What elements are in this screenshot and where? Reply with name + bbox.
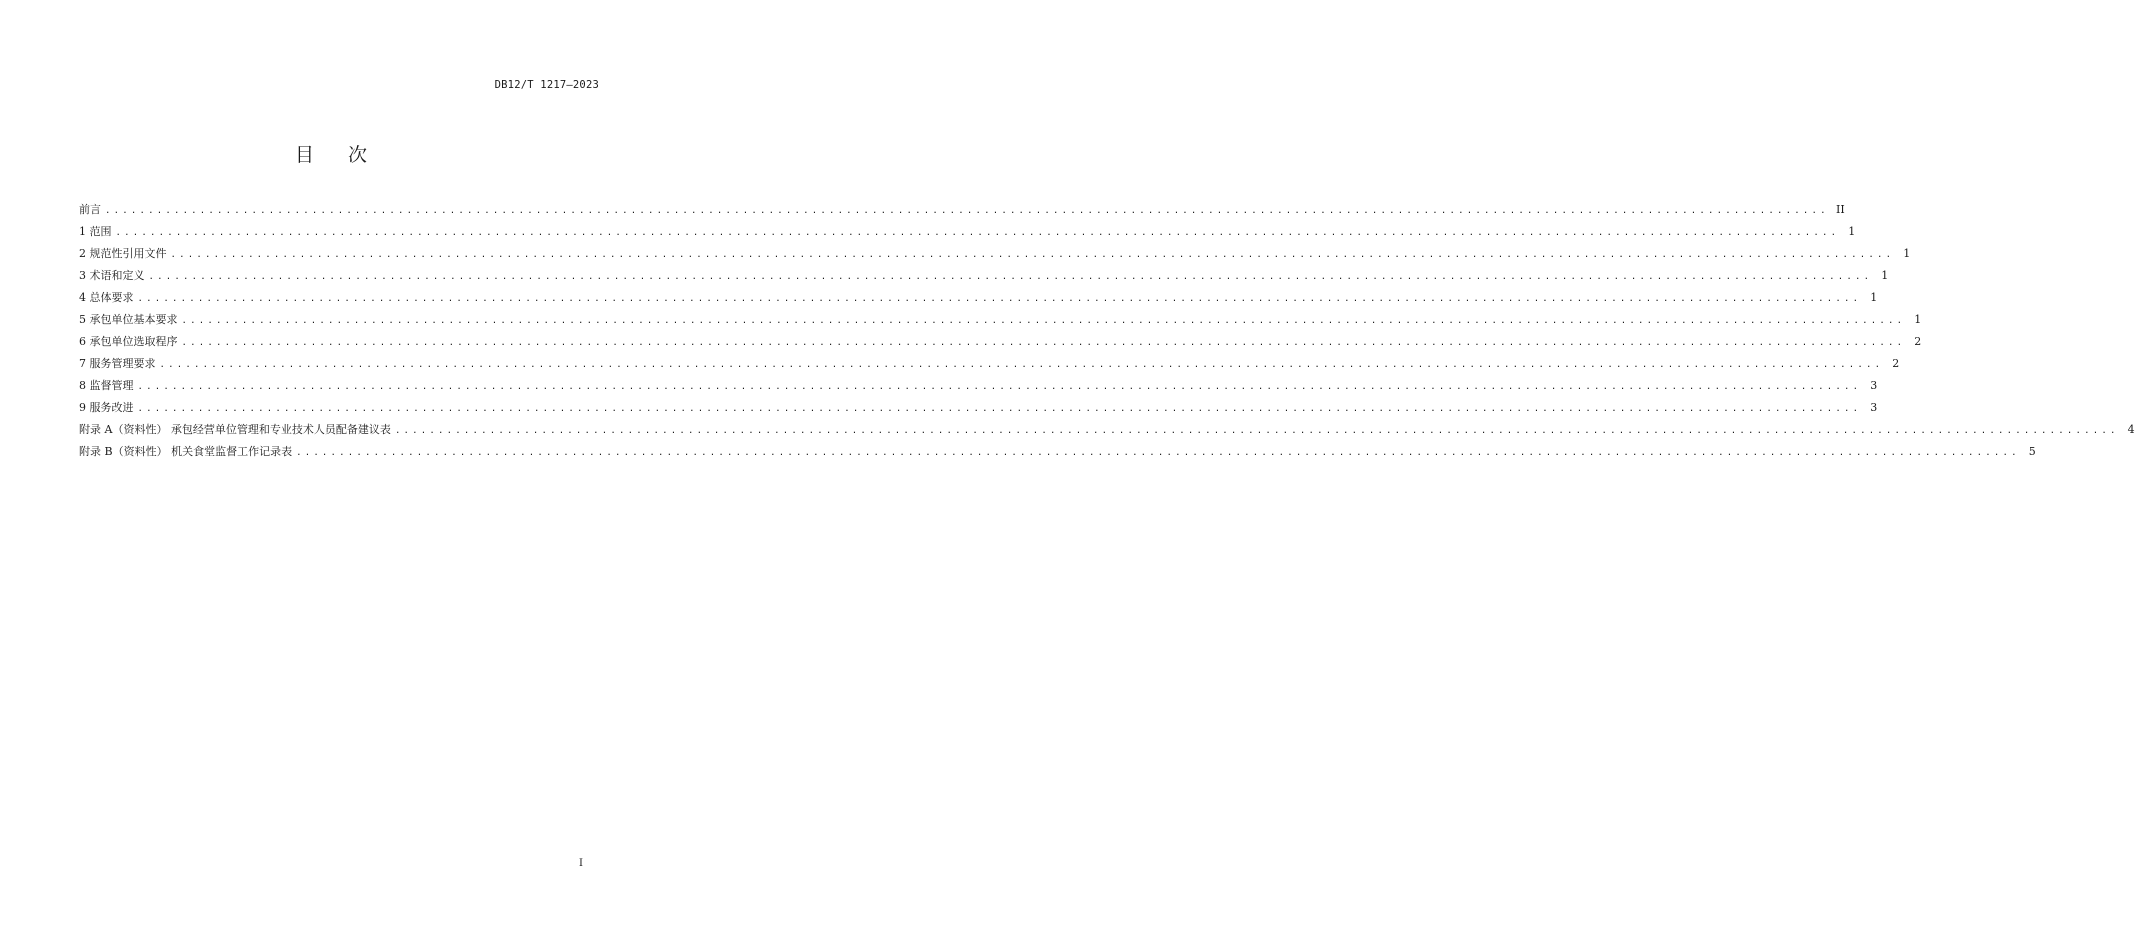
toc-entry-page: II [1836, 203, 1845, 216]
toc-entry-label: 附录 A（资料性） 承包经营单位管理和专业技术人员配备建议表 [79, 423, 391, 436]
toc-entry-page: 1 [1914, 313, 1922, 326]
page-number: I [579, 858, 583, 869]
toc-dot-leader: ........................................................................................................................................................................................................ [394, 426, 2119, 436]
toc-dot-leader: ........................................................................................................................................................................................................ [181, 316, 1906, 326]
toc-entry-label: 1 范围 [79, 225, 112, 238]
toc-entry-label: 附录 B（资料性） 机关食堂监督工作记录表 [79, 445, 293, 458]
table-of-contents [79, 199, 2135, 463]
toc-entry-page: 3 [1870, 401, 1878, 414]
toc-entry-page: 2 [1892, 357, 1900, 370]
document-code: DB12/T 1217—2023 [494, 79, 599, 91]
toc-entry[interactable] [79, 419, 2135, 441]
toc-entry[interactable] [79, 199, 1845, 221]
toc-entry-page: 4 [2127, 423, 2135, 436]
toc-entry[interactable] [79, 309, 1922, 331]
page-title: 目次 [294, 144, 401, 166]
toc-dot-leader: ........................................................................................................................................................................................................ [105, 206, 1829, 216]
toc-dot-leader: ........................................................................................................................................................................................................ [137, 404, 1862, 414]
toc-entry[interactable] [79, 353, 1900, 375]
toc-dot-leader: ........................................................................................................................................................................................................ [137, 294, 1862, 304]
toc-entry-label: 9 服务改进 [79, 401, 134, 414]
toc-entry-page: 1 [1903, 247, 1911, 260]
toc-entry-label: 7 服务管理要求 [79, 357, 156, 370]
toc-dot-leader: ........................................................................................................................................................................................................ [296, 448, 2020, 458]
toc-entry-label: 5 承包单位基本要求 [79, 313, 178, 326]
toc-entry[interactable] [79, 397, 1878, 419]
toc-entry[interactable] [79, 265, 1889, 287]
toc-entry-page: 3 [1870, 379, 1878, 392]
toc-entry[interactable] [79, 221, 1856, 243]
toc-dot-leader: ........................................................................................................................................................................................................ [137, 382, 1862, 392]
toc-entry-page: 1 [1870, 291, 1878, 304]
toc-dot-leader: ........................................................................................................................................................................................................ [181, 338, 1906, 348]
toc-entry-label: 6 承包单位选取程序 [79, 335, 178, 348]
toc-dot-leader: ........................................................................................................................................................................................................ [148, 272, 1873, 282]
toc-entry[interactable] [79, 287, 1878, 309]
toc-dot-leader: ........................................................................................................................................................................................................ [115, 228, 1840, 238]
toc-entry-label: 前言 [79, 203, 101, 216]
toc-entry-label: 4 总体要求 [79, 291, 134, 304]
toc-entry[interactable] [79, 331, 1922, 353]
toc-entry-page: 1 [1848, 225, 1856, 238]
toc-entry[interactable] [79, 441, 2036, 463]
toc-entry-page: 2 [1914, 335, 1922, 348]
toc-dot-leader: ........................................................................................................................................................................................................ [170, 250, 1895, 260]
toc-entry-label: 2 规范性引用文件 [79, 247, 167, 260]
toc-entry[interactable] [79, 375, 1878, 397]
toc-entry-label: 3 术语和定义 [79, 269, 145, 282]
toc-dot-leader: ........................................................................................................................................................................................................ [159, 360, 1884, 370]
toc-entry-label: 8 监督管理 [79, 379, 134, 392]
toc-entry-page: 5 [2028, 445, 2036, 458]
toc-entry[interactable] [79, 243, 1911, 265]
toc-entry-page: 1 [1881, 269, 1889, 282]
